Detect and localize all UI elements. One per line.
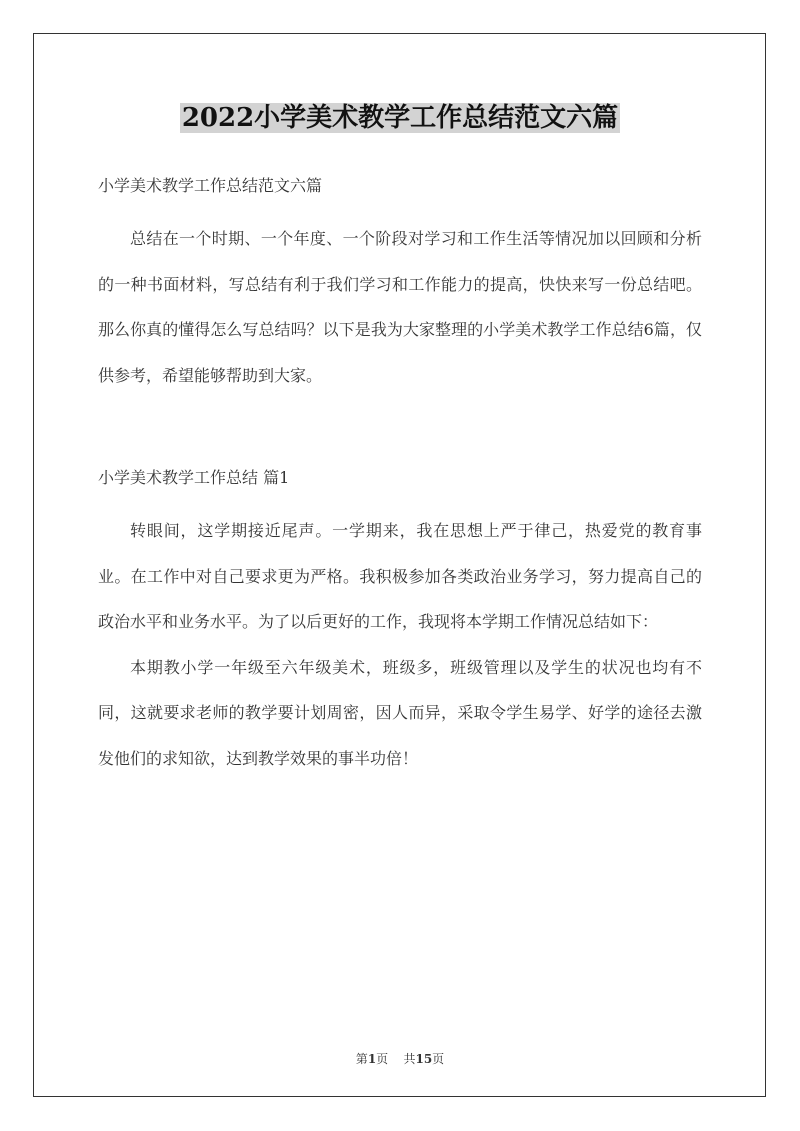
document-title	[0, 98, 800, 138]
document-subtitle: 小学美术教学工作总结范文六篇	[98, 176, 323, 195]
page-footer	[0, 1050, 800, 1067]
footer-page-number: 1	[367, 1052, 377, 1066]
section-paragraph: 本期教小学一年级至六年级美术，班级多，班级管理以及学生的状况也均有不同，这就要求老师的教学要计划周密，因人而异，采取令学生易学、好学的途径去激发他们的求知欲，达到教学效果的事半功倍！	[98, 657, 702, 768]
document-title-text: 2022小学美术教学工作总结范文六篇	[181, 103, 619, 133]
footer-total-prefix: 共	[403, 1052, 416, 1066]
footer-total-unit: 页	[432, 1052, 445, 1066]
footer-total-pages: 15	[415, 1052, 433, 1066]
footer-page-unit: 页	[376, 1052, 389, 1066]
section-heading: 小学美术教学工作总结 篇1	[98, 468, 290, 487]
section-paragraph: 转眼间，这学期接近尾声。一学期来，我在思想上严于律己，热爱党的教育事业。在工作中对自己要求更为严格。我积极参加各类政治业务学习，努力提高自己的政治水平和业务水平。为了以后更好的工作，我现将本学期工作情况总结如下：	[98, 521, 702, 631]
footer-prefix: 第	[355, 1052, 368, 1066]
intro-paragraph: 总结在一个时期、一个年度、一个阶段对学习和工作生活等情况加以回顾和分析的一种书面材料，写总结有利于我们学习和工作能力的提高，快快来写一份总结吧。那么你真的懂得怎么写总结吗？以下是我为大家整理的小学美术教学工作总结6篇，仅供参考，希望能够帮助到大家。	[98, 229, 702, 385]
document-body	[98, 170, 702, 781]
